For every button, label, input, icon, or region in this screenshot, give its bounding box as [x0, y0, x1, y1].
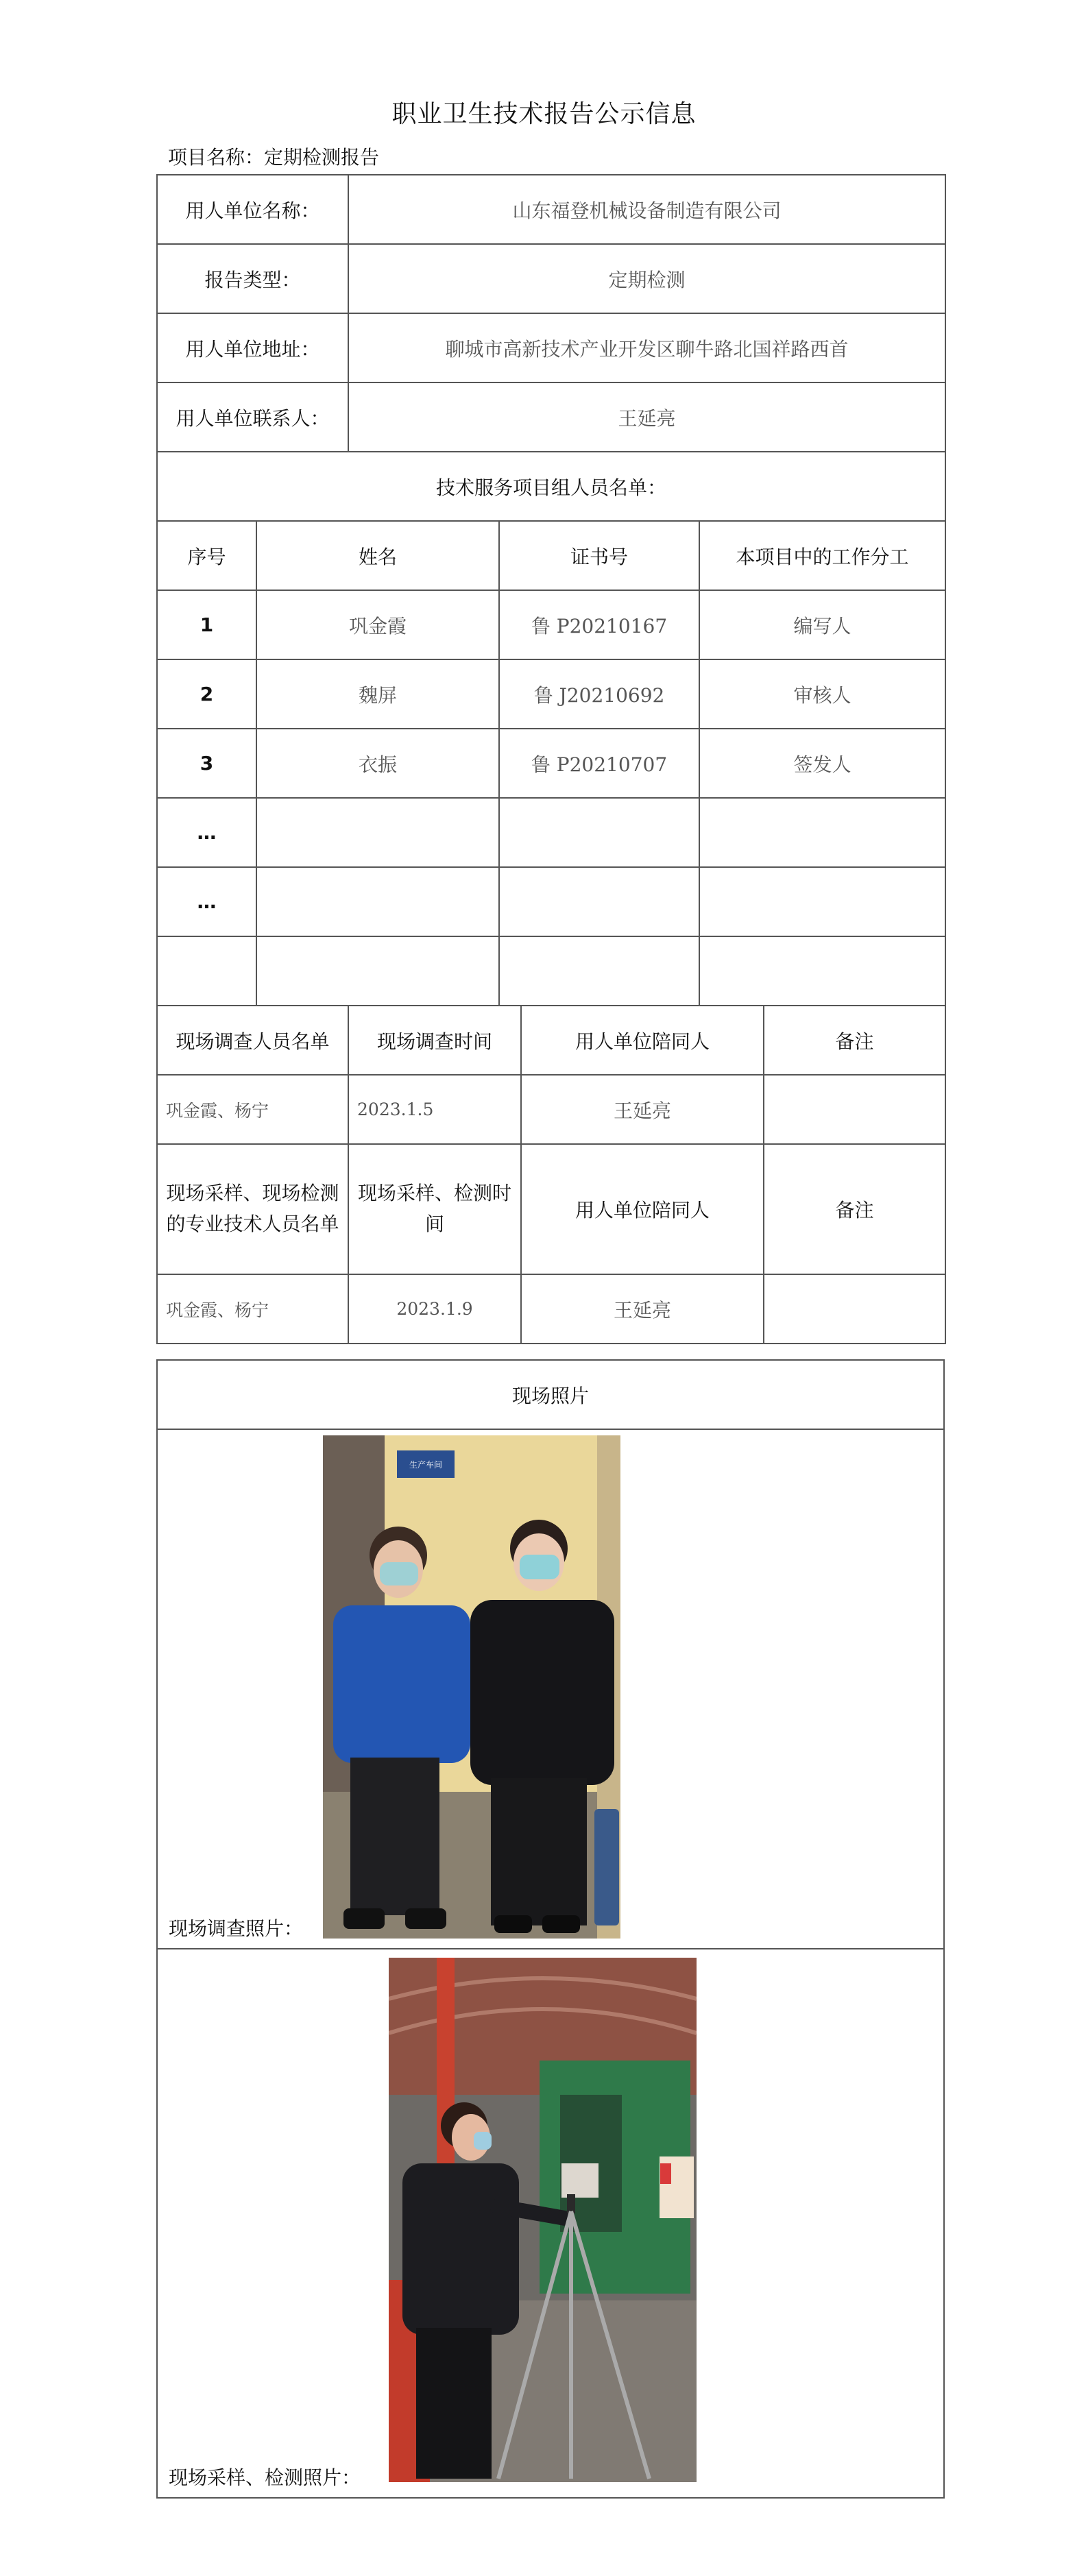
row-cert: 鲁 J20210692	[499, 659, 699, 729]
survey-staff-header: 现场调查人员名单	[157, 1006, 348, 1075]
col-header-cert: 证书号	[499, 521, 699, 590]
table-row	[157, 659, 945, 729]
survey-note	[764, 1075, 945, 1144]
row-role: 编写人	[699, 590, 945, 659]
sampling-staff: 巩金霞、杨宁	[157, 1274, 348, 1344]
row-cert	[499, 867, 699, 936]
row-name: 衣振	[256, 729, 499, 798]
row-no: 2	[157, 659, 256, 729]
row-no: …	[157, 798, 256, 867]
survey-note-header: 备注	[764, 1006, 945, 1075]
survey-escort-header: 用人单位陪同人	[521, 1006, 764, 1075]
sampling-date: 2023.1.9	[348, 1274, 521, 1344]
row-name	[256, 867, 499, 936]
survey-escort: 王延亮	[521, 1075, 764, 1144]
survey-time-header: 现场调查时间	[348, 1006, 521, 1075]
row-role: 签发人	[699, 729, 945, 798]
col-header-role: 本项目中的工作分工	[699, 521, 945, 590]
row-cert	[499, 798, 699, 867]
sampling-photo	[389, 1958, 697, 2482]
sampling-note	[764, 1274, 945, 1344]
sampling-row	[157, 1274, 945, 1344]
row-name	[256, 936, 499, 1006]
row-cert: 鲁 P20210167	[499, 590, 699, 659]
row-no	[157, 936, 256, 1006]
sampling-note-header: 备注	[764, 1144, 945, 1274]
page-title: 职业卫生技术报告公示信息	[391, 100, 697, 128]
sampling-time-header: 现场采样、检测时间	[348, 1144, 521, 1274]
company-contact-label: 用人单位联系人：	[157, 382, 348, 452]
project-value: 定期检测报告	[264, 146, 380, 169]
row-cert	[499, 936, 699, 1006]
table-row	[157, 867, 945, 936]
survey-staff: 巩金霞、杨宁	[157, 1075, 348, 1144]
table-row	[157, 590, 945, 659]
sampling-photo-cell	[157, 1949, 944, 2498]
row-role	[699, 936, 945, 1006]
sampling-photo-caption: 现场采样、检测照片：	[169, 2466, 361, 2489]
survey-photo	[323, 1435, 620, 1939]
col-header-no: 序号	[157, 521, 256, 590]
team-heading: 技术服务项目组人员名单：	[157, 452, 945, 521]
survey-photo-caption: 现场调查照片：	[169, 1917, 304, 1940]
row-role: 审核人	[699, 659, 945, 729]
report-type-value: 定期检测	[348, 244, 945, 313]
photos-table	[156, 1359, 945, 2499]
photos-heading: 现场照片	[157, 1360, 944, 1429]
table-row	[157, 798, 945, 867]
project-label: 项目名称：	[168, 146, 265, 169]
row-role	[699, 867, 945, 936]
sampling-staff-header: 现场采样、现场检测的专业技术人员名单	[157, 1144, 348, 1274]
report-type-label: 报告类型：	[157, 244, 348, 313]
row-no: 1	[157, 590, 256, 659]
company-contact-value: 王延亮	[348, 382, 945, 452]
row-name	[256, 798, 499, 867]
row-name: 巩金霞	[256, 590, 499, 659]
company-address-value: 聊城市高新技术产业开发区聊牛路北国祥路西首	[348, 313, 945, 382]
survey-row	[157, 1075, 945, 1144]
survey-photo-sign: 生产车间	[409, 1460, 443, 1470]
col-header-name: 姓名	[256, 521, 499, 590]
project-name	[168, 143, 379, 170]
sampling-escort-header: 用人单位陪同人	[521, 1144, 764, 1274]
row-role	[699, 798, 945, 867]
company-address-label: 用人单位地址：	[157, 313, 348, 382]
sampling-escort: 王延亮	[521, 1274, 764, 1344]
company-name-value: 山东福登机械设备制造有限公司	[348, 175, 945, 244]
info-table	[156, 174, 946, 1344]
row-name: 魏屏	[256, 659, 499, 729]
table-row	[157, 936, 945, 1006]
row-cert: 鲁 P20210707	[499, 729, 699, 798]
survey-photo-cell	[157, 1429, 944, 1949]
survey-date: 2023.1.5	[348, 1075, 521, 1144]
row-no: 3	[157, 729, 256, 798]
company-name-label: 用人单位名称：	[157, 175, 348, 244]
row-no: …	[157, 867, 256, 936]
table-row	[157, 729, 945, 798]
